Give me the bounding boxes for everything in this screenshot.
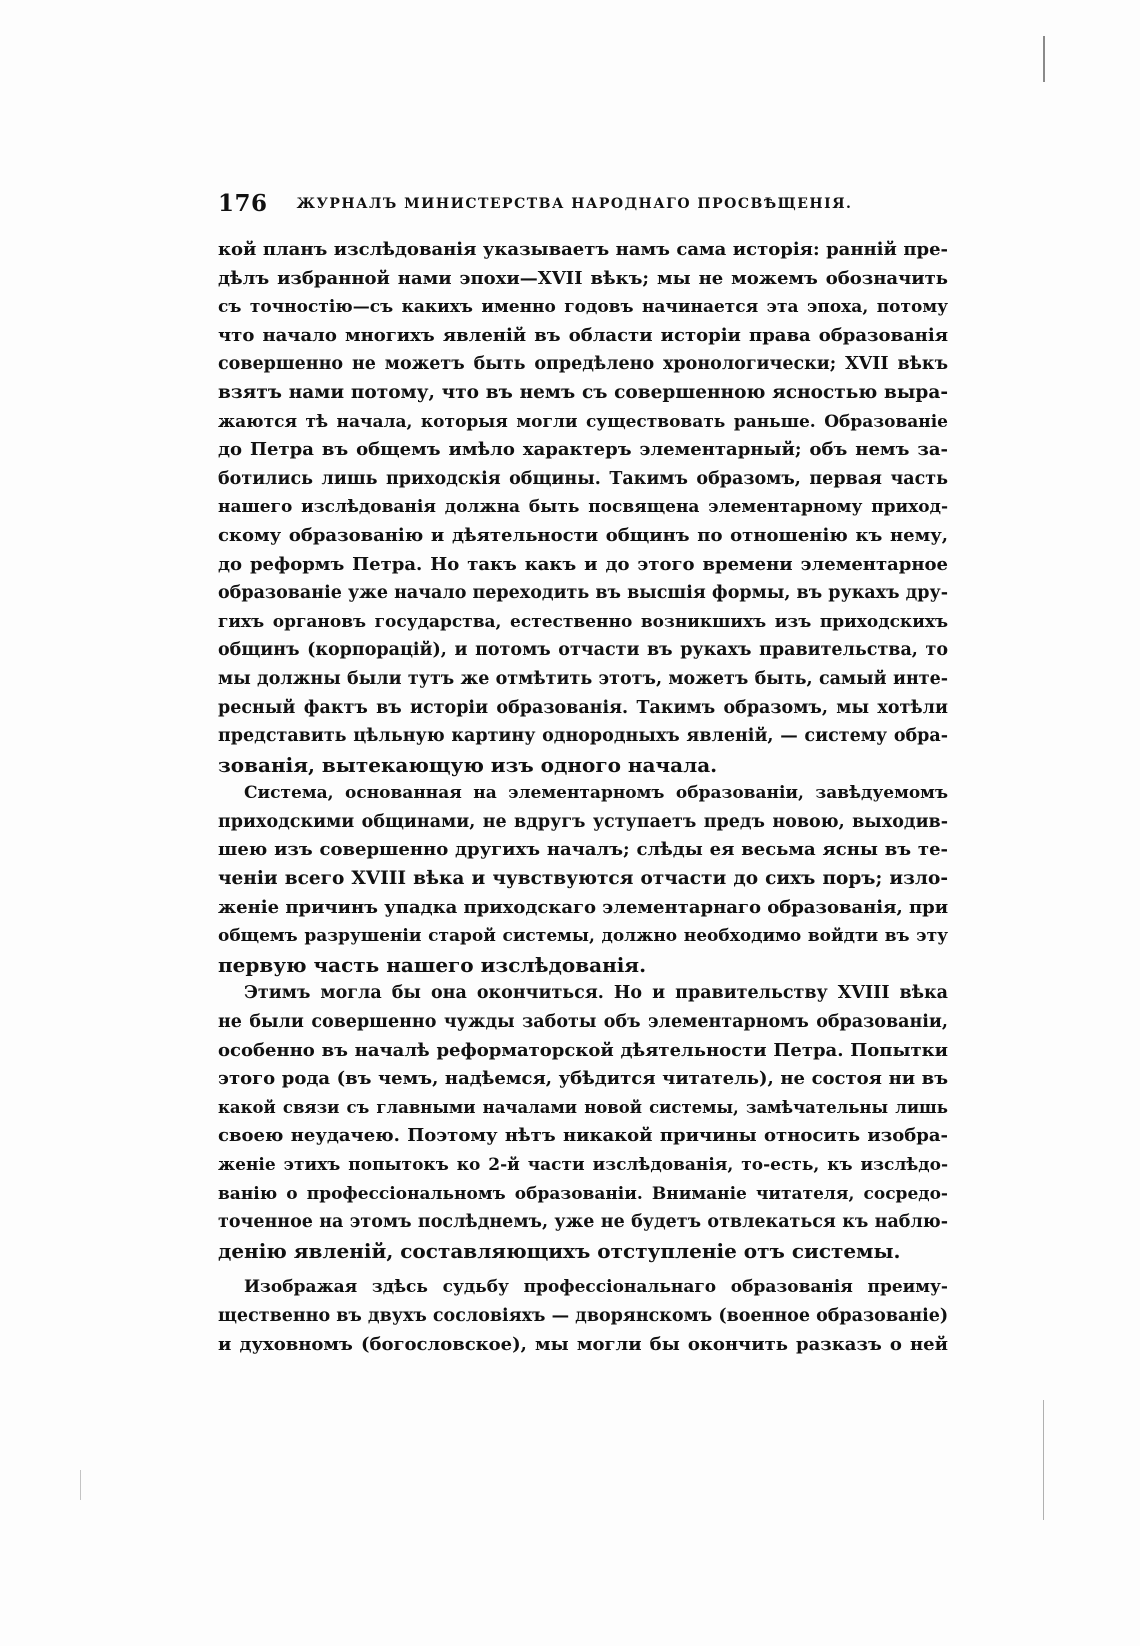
text-line: мы должны были тутъ же отмѣтить этотъ, можетъ быть, самый инте- (218, 668, 948, 689)
text-line: общинъ (корпорацій), и потомъ отчасти въ рукахъ правительства, то (218, 640, 948, 661)
text-line-last: зованія, вытекающую изъ одного начала. (218, 752, 718, 777)
text-line: жаются тѣ начала, которыя могли существовать раньше. Образованіе (218, 411, 948, 432)
paragraph-2 (218, 779, 948, 979)
text-line: какой связи съ главными началами новой системы, замѣчательны лишь (218, 1097, 948, 1117)
text-line: скому образованію и дѣятельности общинъ по отношенію къ нему, (218, 524, 948, 546)
paragraph-1 (218, 236, 948, 779)
text-line: ванію о профессіональномъ образованіи. Вниманіе читателя, сосредо- (218, 1183, 948, 1204)
text-line: точенное на этомъ послѣднемъ, уже не будетъ отвлекаться къ наблю- (218, 1212, 948, 1233)
text-line: не были совершенно чужды заботы объ элементарномъ образованіи, (218, 1012, 948, 1033)
text-line: ченіи всего XVIII вѣка и чувствуются отчасти до сихъ поръ; изло- (218, 868, 948, 890)
text-line: нашего изслѣдованія должна быть посвящена элементарному приход- (218, 497, 948, 518)
text-line: женіе этихъ попытокъ ко 2-й части изслѣдованія, то-есть, къ изслѣдо- (218, 1155, 948, 1175)
text-line: женіе причинъ упадка приходскаго элементарнаго образованія, при (218, 896, 949, 918)
text-line: дѣлъ избранной нами эпохи—XVII вѣкъ; мы не можемъ обозначить (218, 267, 948, 289)
text-line: приходскими общинами, не вдругъ уступаетъ предъ новою, выходив- (218, 811, 948, 832)
text-line: гихъ органовъ государства, естественно возникшихъ изъ приходскихъ (218, 611, 948, 632)
page-header (218, 190, 958, 218)
text-line: до реформъ Петра. Но такъ какъ и до этого времени элементарное (218, 553, 948, 575)
text-line: представить цѣльную картину однородныхъ явленій, — систему обра- (218, 726, 948, 747)
text-line-last: первую часть нашего изслѣдованія. (218, 952, 647, 977)
text-line: до Петра въ общемъ имѣло характеръ элементарный; объ немъ за- (218, 439, 948, 461)
running-title: ЖУРНАЛЪ МИНИСТЕРСТВА НАРОДНАГО ПРОСВѢЩЕНІЯ. (296, 196, 853, 212)
text-line: что начало многихъ явленій въ области исторіи права образованія (218, 324, 948, 346)
paragraph-3 (218, 979, 948, 1265)
scan-edge-right-top (1043, 36, 1045, 82)
text-line: этого рода (въ чемъ, надѣемся, убѣдится читатель), не состоя ни въ (218, 1068, 948, 1090)
text-line: ботились лишь приходскія общины. Такимъ образомъ, первая часть (218, 468, 948, 489)
scan-edge-right-bottom (1043, 1400, 1044, 1520)
text-line: Изображая здѣсь судьбу профессіональнаго образованія преиму- (244, 1277, 948, 1298)
text-line: образованіе уже начало переходить въ высшія формы, въ рукахъ дру- (218, 583, 948, 604)
text-line: ресный фактъ въ исторіи образованія. Такимъ образомъ, мы хотѣли (218, 697, 948, 718)
text-line: шею изъ совершенно другихъ началъ; слѣды ея весьма ясны въ те- (218, 839, 948, 861)
paragraph-gap (218, 1265, 948, 1273)
text-line: общемъ разрушеніи старой системы, должно необходимо войдти въ эту (218, 926, 948, 947)
text-line: совершенно не можетъ быть опредѣлено хронологически; XVII вѣкъ (218, 354, 948, 375)
text-line: съ точностію—съ какихъ именно годовъ начинается эта эпоха, потому (218, 297, 948, 318)
text-line: Система, основанная на элементарномъ образованіи, завѣдуемомъ (244, 783, 948, 804)
text-line: взятъ нами потому, что въ немъ съ совершенною ясностью выра- (218, 381, 948, 403)
page-number: 176 (218, 190, 268, 217)
scan-edge-left-bottom (80, 1470, 81, 1500)
body-text (218, 236, 948, 1359)
text-line: особенно въ началѣ реформаторской дѣятельности Петра. Попытки (218, 1039, 948, 1061)
text-line: кой планъ изслѣдованія указываетъ намъ сама исторія: ранній пре- (218, 239, 948, 260)
paragraph-4 (218, 1273, 948, 1359)
text-line: своею неудачею. Поэтому нѣтъ никакой причины относить изобра- (218, 1125, 948, 1147)
text-line: Этимъ могла бы она окончиться. Но и правительству XVIII вѣка (244, 983, 948, 1004)
text-line: и духовномъ (богословское), мы могли бы окончить разказъ о ней (218, 1333, 948, 1355)
text-line-last: денію явленій, составляющихъ отступленіе отъ системы. (218, 1238, 901, 1263)
text-line: щественно въ двухъ сословіяхъ — дворянскомъ (военное образованіе) (218, 1305, 949, 1326)
